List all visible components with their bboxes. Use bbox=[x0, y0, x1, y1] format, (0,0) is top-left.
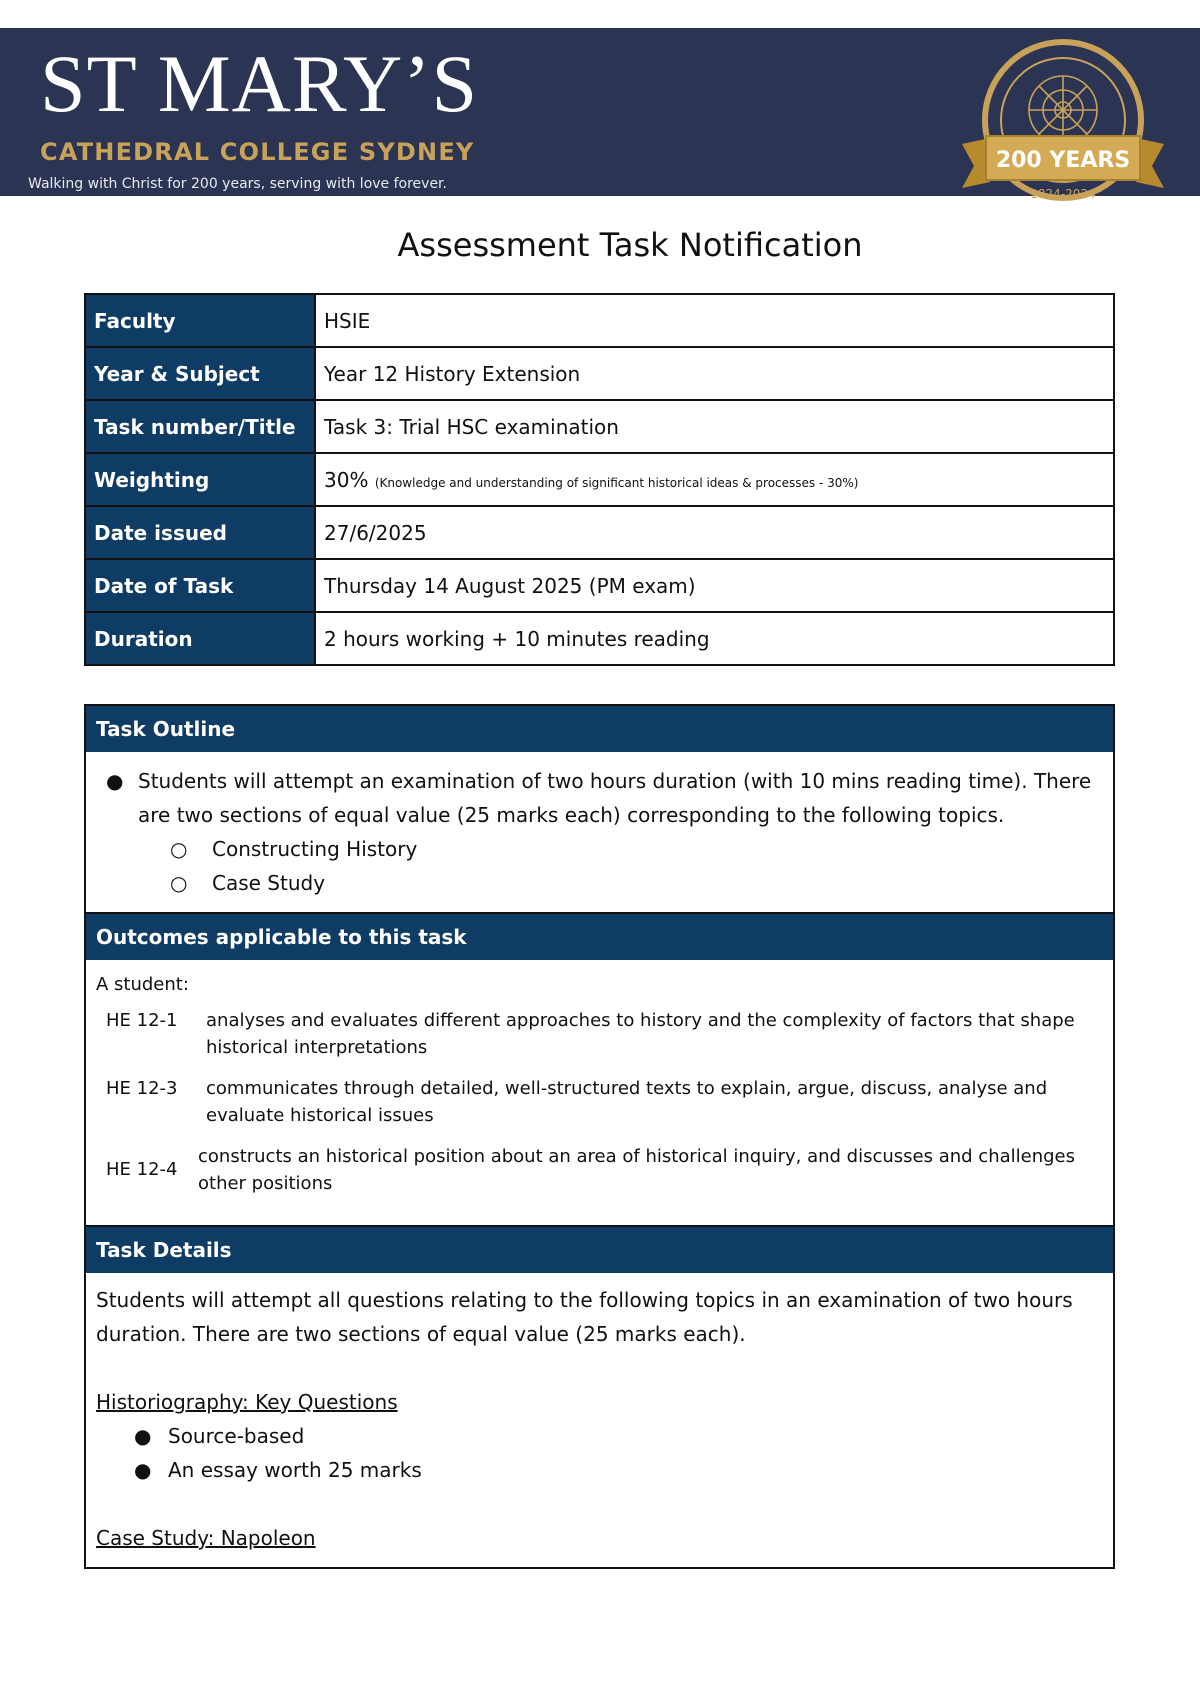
page-title: Assessment Task Notification bbox=[397, 226, 863, 264]
row-value: Task 3: Trial HSC examination bbox=[315, 400, 1114, 453]
bullet-icon: ● bbox=[134, 1424, 152, 1448]
row-value bbox=[315, 453, 1114, 506]
historiography-heading: Historiography: Key Questions bbox=[96, 1390, 398, 1414]
outcome-code: HE 12-1 bbox=[106, 1010, 178, 1031]
weighting-note: (Knowledge and understanding of significant historical ideas & processes - 30%) bbox=[374, 475, 859, 490]
svg-text:1824-2024: 1824-2024 bbox=[1030, 187, 1096, 201]
table-row bbox=[85, 506, 1114, 559]
outcome-item bbox=[96, 1007, 1101, 1061]
list-item bbox=[96, 1453, 1101, 1487]
table-row bbox=[85, 612, 1114, 665]
task-details-body bbox=[86, 1273, 1113, 1567]
task-info-table bbox=[84, 293, 1115, 666]
school-subtitle: CATHEDRAL COLLEGE SYDNEY bbox=[40, 138, 475, 166]
task-details-heading: Task Details bbox=[86, 1225, 1113, 1273]
outcome-item bbox=[96, 1075, 1101, 1129]
row-value: HSIE bbox=[315, 294, 1114, 347]
task-outline-body bbox=[86, 752, 1113, 912]
spacer bbox=[96, 1487, 1101, 1521]
outcomes-body bbox=[86, 960, 1113, 1225]
school-name: ST MARY’S bbox=[40, 38, 479, 129]
task-outline-heading: Task Outline bbox=[86, 706, 1113, 752]
table-row bbox=[85, 347, 1114, 400]
row-label: Date issued bbox=[85, 506, 315, 559]
hollow-bullet-icon: ○ bbox=[170, 837, 188, 861]
row-label: Duration bbox=[85, 612, 315, 665]
bullet-icon: ● bbox=[106, 769, 124, 793]
table-row bbox=[85, 559, 1114, 612]
school-tagline: Walking with Christ for 200 years, serving with love forever. bbox=[28, 176, 447, 192]
outcome-item bbox=[96, 1143, 1101, 1197]
outcome-code: HE 12-4 bbox=[106, 1159, 178, 1180]
table-row bbox=[85, 294, 1114, 347]
row-label: Date of Task bbox=[85, 559, 315, 612]
list-item bbox=[102, 866, 1101, 900]
topic-text: Case Study bbox=[212, 871, 326, 895]
outcomes-heading: Outcomes applicable to this task bbox=[86, 912, 1113, 960]
outcome-text: constructs an historical position about an area of historical inquiry, and discusses and challenges other positions bbox=[198, 1146, 1076, 1194]
bicentenary-seal-logo bbox=[950, 32, 1180, 218]
row-label: Faculty bbox=[85, 294, 315, 347]
outcome-text: communicates through detailed, well-structured texts to explain, argue, discuss, analyse and evaluate historical issues bbox=[206, 1078, 1048, 1126]
row-label: Task number/Title bbox=[85, 400, 315, 453]
item-text: An essay worth 25 marks bbox=[168, 1458, 422, 1482]
outline-text: Students will attempt an examination of two hours duration (with 10 mins reading time). There are two sections of equal value (25 marks each) corresponding to the following topics. bbox=[138, 769, 1092, 827]
hollow-bullet-icon: ○ bbox=[170, 871, 188, 895]
case-study-heading: Case Study: Napoleon bbox=[96, 1526, 316, 1550]
outcomes-intro: A student: bbox=[96, 974, 189, 995]
table-row bbox=[85, 400, 1114, 453]
item-text: Source-based bbox=[168, 1424, 305, 1448]
outcome-text: analyses and evaluates different approaches to history and the complexity of factors that shape historical interpretations bbox=[206, 1010, 1075, 1058]
bullet-icon: ● bbox=[134, 1458, 152, 1482]
table-row bbox=[85, 453, 1114, 506]
row-label: Weighting bbox=[85, 453, 315, 506]
list-item bbox=[102, 764, 1101, 832]
task-sections bbox=[84, 704, 1115, 1569]
row-value: 27/6/2025 bbox=[315, 506, 1114, 559]
row-label: Year & Subject bbox=[85, 347, 315, 400]
row-value: 2 hours working + 10 minutes reading bbox=[315, 612, 1114, 665]
row-value: Thursday 14 August 2025 (PM exam) bbox=[315, 559, 1114, 612]
details-paragraph: Students will attempt all questions relating to the following topics in an examination of two hours duration. There are two sections of equal value (25 marks each). bbox=[96, 1288, 1073, 1346]
list-item bbox=[96, 1419, 1101, 1453]
svg-text:200 YEARS: 200 YEARS bbox=[995, 148, 1131, 173]
row-value: Year 12 History Extension bbox=[315, 347, 1114, 400]
outcome-code: HE 12-3 bbox=[106, 1078, 178, 1099]
list-item bbox=[102, 832, 1101, 866]
weighting-value: 30% bbox=[324, 467, 369, 492]
topic-text: Constructing History bbox=[212, 837, 418, 861]
